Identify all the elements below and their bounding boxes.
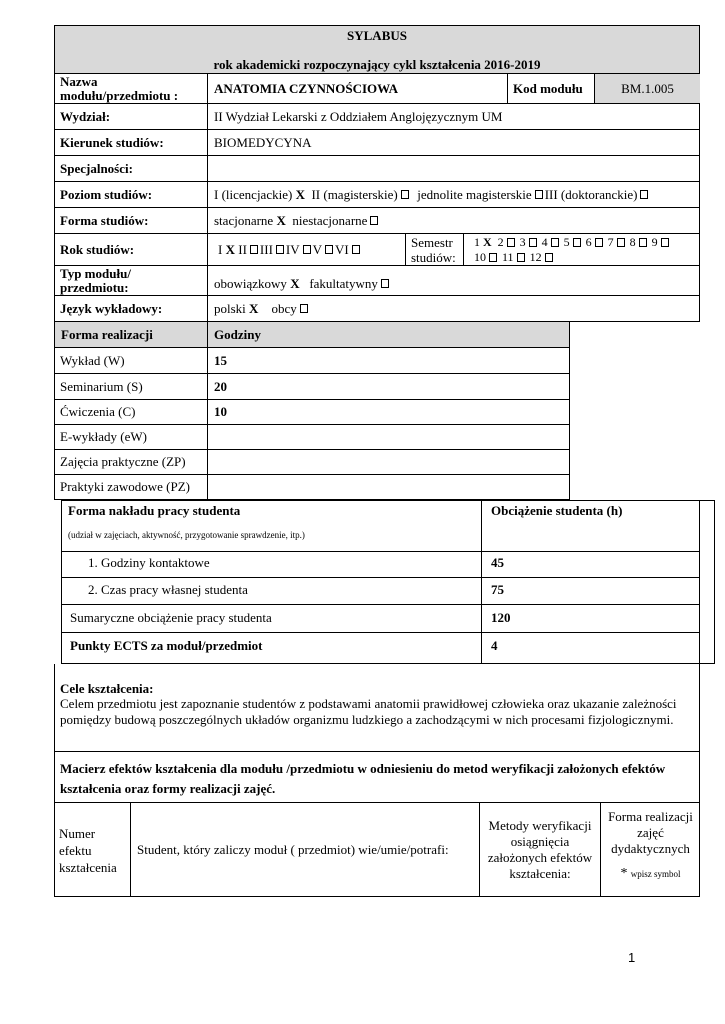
checkbox-icon (303, 245, 311, 254)
workload-row-value: 120 (491, 610, 511, 625)
hours-header-hours: Godziny (207, 322, 569, 348)
type-option-1: obowiązkowy (214, 275, 287, 291)
workload-row-label: 1. Godziny kontaktowe (88, 555, 210, 570)
hours-row-value (207, 450, 570, 475)
hours-row-value (207, 425, 570, 450)
module-code-value: BM.1.005 (594, 74, 700, 104)
form-option-2: niestacjonarne (292, 212, 368, 228)
checkbox-icon (545, 253, 553, 262)
semester-option-3: 3 (519, 235, 526, 249)
goals-text: Celem przedmiotu jest zapoznanie studentów z podstawami anatomii prawidłowej człowieka oraz ukazanie zależności pomiędzy budową poszczególnych układów organizmu ludzkiego a zachodzącymi w nich procesami fizjologicznymi. (60, 696, 677, 727)
checkbox-icon (573, 238, 581, 247)
page-number: 1 (628, 950, 636, 965)
workload-header-right: Obciążenie studenta (h) (491, 503, 623, 518)
checkbox-icon (381, 279, 389, 288)
hours-row-value (207, 475, 570, 500)
checkbox-icon (489, 253, 497, 262)
goals-section (54, 664, 700, 752)
level-option-3: jednolite magisterskie (417, 186, 532, 202)
hours-header-form: Forma realizacji (55, 322, 208, 348)
workload-row-value: 75 (491, 582, 504, 597)
matrix-col-form (601, 803, 700, 897)
semester-option-6: 6 (585, 235, 592, 249)
matrix-col-number: Numer efektu kształcenia (59, 825, 117, 875)
semester-option-2: 2 (497, 235, 504, 249)
faculty-value: II Wydział Lekarski z Oddziałem Anglojęzycznym UM (207, 104, 700, 130)
workload-header-note: (udział w zajęciach, aktywność, przygotowanie sprawdzenie, itp.) (68, 530, 305, 540)
ects-label: Punkty ECTS za moduł/przedmiot (70, 638, 263, 653)
matrix-col-form-note: wpisz symbol (630, 869, 681, 879)
matrix-title-box (54, 752, 700, 803)
checkbox-icon (661, 238, 669, 247)
level-option-1-mark: X (295, 186, 305, 202)
checkbox-icon (517, 253, 525, 262)
module-name-value: ANATOMIA CZYNNOŚCIOWA (207, 74, 508, 104)
matrix-col-student: Student, który zaliczy moduł ( przedmiot) wie/umie/potrafi: (137, 842, 449, 857)
checkbox-icon (507, 238, 515, 247)
matrix-col-methods: Metody weryfikacji osiągnięcia założonych efektów kształcenia: (487, 818, 593, 881)
workload-header-left: Forma nakładu pracy studenta (68, 503, 241, 518)
year-option-4: IV (285, 241, 300, 257)
faculty-label: Wydział: (54, 104, 208, 130)
semester-option-9: 9 (651, 235, 658, 249)
level-label: Poziom studiów: (54, 182, 208, 208)
checkbox-icon (595, 238, 603, 247)
academic-year-line: rok akademicki rozpoczynający cykl kształcenia 2016-2019 (213, 57, 541, 72)
level-options (207, 182, 700, 208)
year-option-3: III (259, 241, 273, 257)
hours-row-label: Wykład (W) (54, 348, 208, 374)
year-option-5: V (312, 241, 323, 257)
workload-row-label: Sumaryczne obciążenie pracy studenta (70, 610, 272, 625)
language-label: Język wykładowy: (54, 296, 208, 322)
module-code-label: Kod modułu (507, 74, 595, 104)
type-option-2: fakultatywny (309, 275, 378, 291)
workload-row-label: 2. Czas pracy własnej studenta (88, 582, 248, 597)
semester-label: Semestr studiów: (405, 234, 464, 266)
checkbox-icon (640, 190, 648, 199)
checkbox-icon (529, 238, 537, 247)
year-option-6: VI (335, 241, 349, 257)
hours-row-label: E-wykłady (eW) (54, 425, 208, 450)
checkbox-icon (300, 304, 308, 313)
level-option-4: III (doktoranckie) (544, 186, 638, 202)
goals-title: Cele kształcenia: (60, 681, 154, 696)
hours-row-value: 15 (207, 348, 570, 374)
hours-row-label: Seminarium (S) (54, 374, 208, 400)
checkbox-icon (551, 238, 559, 247)
type-label: Typ modułu/ przedmiotu: (54, 266, 208, 296)
workload-row-line (61, 551, 700, 552)
direction-value: BIOMEDYCYNA (207, 130, 700, 156)
level-option-1: I (licencjackie) (214, 186, 293, 202)
year-options (207, 234, 406, 266)
syllabus-title: SYLABUS (347, 28, 407, 43)
checkbox-icon (535, 190, 543, 199)
form-label: Forma studiów: (54, 208, 208, 234)
direction-label: Kierunek studiów: (54, 130, 208, 156)
checkbox-icon (370, 216, 378, 225)
semester-options (463, 234, 700, 266)
semester-option-8: 8 (629, 235, 636, 249)
workload-divider (481, 500, 482, 664)
semester-option-12: 12 (529, 250, 542, 264)
semester-option-10: 10 (474, 250, 486, 264)
semester-option-7: 7 (607, 235, 614, 249)
workload-row-line (61, 632, 700, 633)
semester-option-4: 4 (541, 235, 548, 249)
checkbox-icon (250, 245, 258, 254)
hours-row-label: Zajęcia praktyczne (ZP) (54, 450, 208, 475)
workload-row-line (61, 577, 700, 578)
asterisk-icon: * (620, 866, 628, 881)
year-option-2: II (238, 241, 247, 257)
checkbox-icon (617, 238, 625, 247)
specialties-value (207, 156, 700, 182)
checkbox-icon (639, 238, 647, 247)
language-options (207, 296, 700, 322)
workload-row-line (61, 604, 700, 605)
matrix-col-form-label: Forma realizacji zajęć dydaktycznych (608, 809, 693, 856)
year-label: Rok studiów: (54, 234, 208, 266)
form-option-1: stacjonarne (214, 212, 274, 228)
form-options (207, 208, 700, 234)
hours-row-label: Praktyki zawodowe (PZ) (54, 475, 208, 500)
matrix-title: Macierz efektów kształcenia dla modułu /przedmiotu w odniesieniu do metod weryfikacji założonych efektów kształcenia oraz formy realizacji zajęć. (60, 761, 666, 796)
language-option-1-mark: X (249, 300, 259, 316)
semester-option-1-mark: X (483, 235, 492, 249)
semester-option-1: 1 (474, 235, 480, 249)
language-option-1: polski (214, 300, 246, 316)
type-options (207, 266, 700, 296)
workload-row-value: 45 (491, 555, 504, 570)
semester-option-11: 11 (502, 250, 514, 264)
ects-value: 4 (491, 638, 498, 653)
level-option-2: II (magisterskie) (311, 186, 398, 202)
hours-row-value: 20 (207, 374, 570, 400)
checkbox-icon (352, 245, 360, 254)
hours-row-value: 10 (207, 400, 570, 425)
checkbox-icon (325, 245, 333, 254)
semester-option-5: 5 (563, 235, 570, 249)
module-name-label: Nazwa modułu/przedmiotu : (54, 74, 208, 104)
syllabus-header (54, 25, 700, 74)
specialties-label: Specjalności: (54, 156, 208, 182)
hours-row-label: Ćwiczenia (C) (54, 400, 208, 425)
checkbox-icon (401, 190, 409, 199)
form-option-1-mark: X (276, 212, 286, 228)
language-option-2: obcy (271, 300, 297, 316)
type-option-1-mark: X (290, 275, 300, 291)
year-option-1: I (218, 241, 223, 257)
year-option-1-mark: X (225, 241, 235, 257)
workload-edge (699, 500, 715, 664)
checkbox-icon (276, 245, 284, 254)
